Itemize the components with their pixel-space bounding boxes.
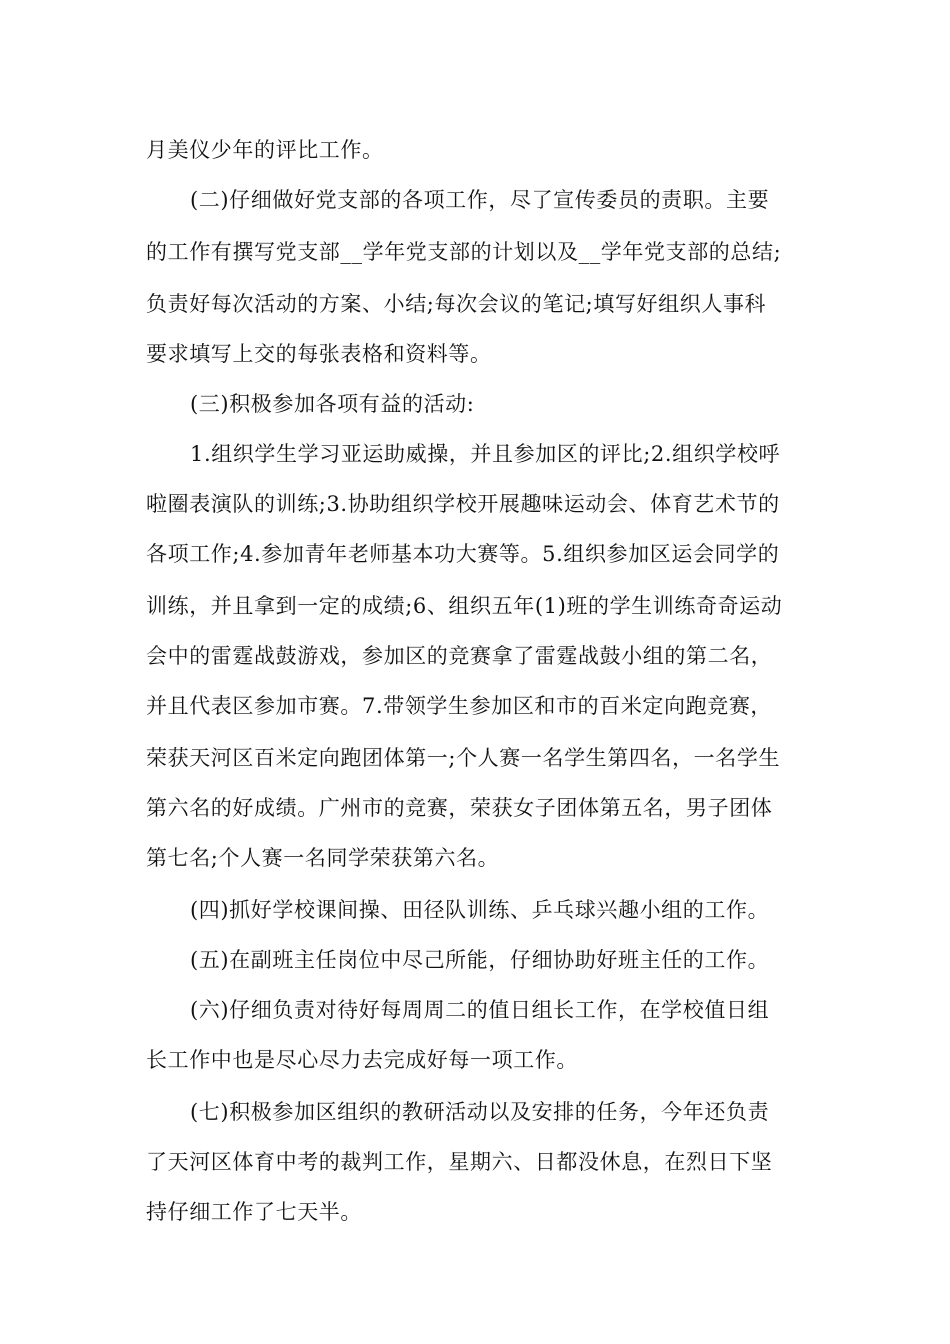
- paragraph-heading: (七)积极参加区组织的教研活动以及安排的任务，今年还负责: [190, 1100, 770, 1124]
- text-line: 负责好每次活动的方案、小结;每次会议的笔记;填写好组织人事科: [146, 292, 767, 316]
- text-line: 持仔细工作了七天半。: [146, 1200, 362, 1224]
- text-line: 各项工作;4.参加青年老师基本功大赛等。5.组织参加区运会同学的: [146, 542, 780, 566]
- text-line: 并且代表区参加市赛。7.带领学生参加区和市的百米定向跑竞赛，: [146, 694, 773, 718]
- text-line: 1.组织学生学习亚运助威操，并且参加区的评比;2.组织学校呼: [190, 442, 781, 466]
- paragraph-heading: (六)仔细负责对待好每周周二的值日组长工作，在学校值日组: [190, 998, 770, 1022]
- text-line: 长工作中也是尽心尽力去完成好每一项工作。: [146, 1048, 578, 1072]
- text-line: 第六名的好成绩。广州市的竞赛，荣获女子团体第五名，男子团体: [146, 796, 773, 820]
- text-line: 会中的雷霆战鼓游戏，参加区的竞赛拿了雷霆战鼓小组的第二名，: [146, 644, 773, 668]
- text-line: 训练，并且拿到一定的成绩;6、组织五年(1)班的学生训练奇奇运动: [146, 594, 783, 618]
- text-line: 荣获天河区百米定向跑团体第一;个人赛一名学生第四名，一名学生: [146, 746, 781, 770]
- paragraph-heading: (二)仔细做好党支部的各项工作，尽了宣传委员的责职。主要: [190, 188, 770, 212]
- text-line: 的工作有撰写党支部__学年党支部的计划以及__学年党支部的总结;: [146, 240, 782, 264]
- text-line: 了天河区体育中考的裁判工作，星期六、日都没休息，在烈日下坚: [146, 1150, 773, 1174]
- text-line: 要求填写上交的每张表格和资料等。: [146, 342, 492, 366]
- paragraph-heading: (五)在副班主任岗位中尽己所能，仔细协助好班主任的工作。: [190, 948, 770, 972]
- text-line: 啦圈表演队的训练;3.协助组织学校开展趣味运动会、体育艺术节的: [146, 492, 780, 516]
- paragraph-heading: (三)积极参加各项有益的活动:: [190, 392, 475, 416]
- text-line: 月美仪少年的评比工作。: [146, 138, 384, 162]
- text-line: 第七名;个人赛一名同学荣获第六名。: [146, 846, 500, 870]
- paragraph-heading: (四)抓好学校课间操、田径队训练、乒乓球兴趣小组的工作。: [190, 898, 770, 922]
